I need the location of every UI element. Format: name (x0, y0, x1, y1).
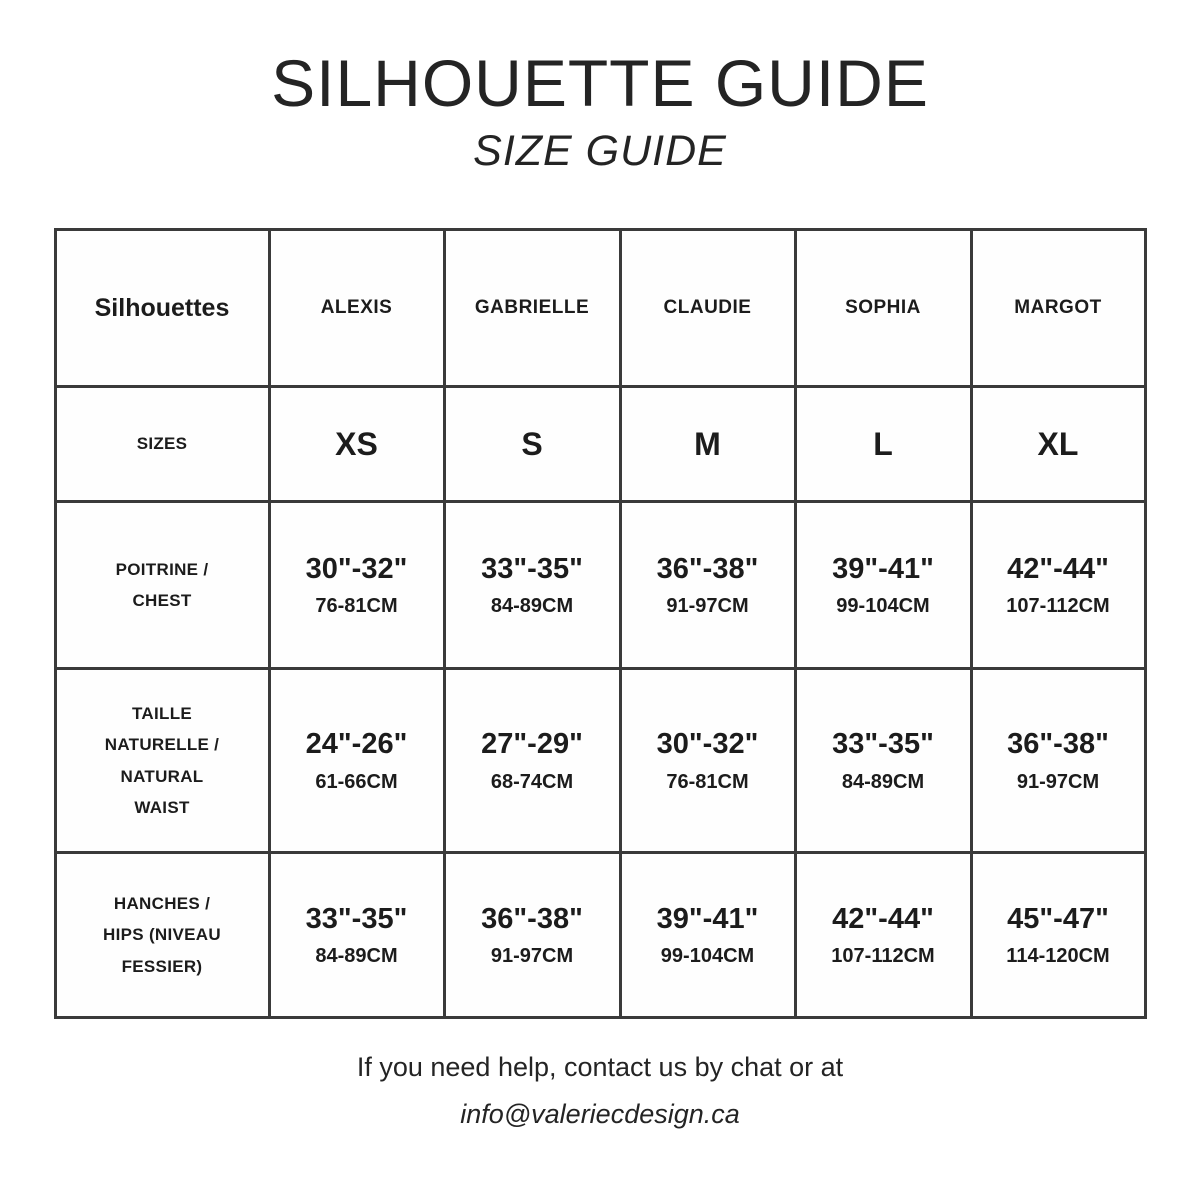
size-value-xs: XS (269, 387, 444, 502)
inches-value: 42"-44" (832, 902, 934, 935)
cm-value: 91-97CM (1016, 770, 1100, 793)
inches-value: 33"-35" (832, 728, 934, 761)
inches-value: 36"-38" (481, 902, 583, 935)
measurement-cell (620, 669, 795, 853)
inches-value: 30"-32" (305, 552, 408, 585)
measurement-cell (971, 853, 1145, 1018)
inches-value: 24"-26" (305, 728, 408, 761)
measurement-row-hips (55, 853, 1145, 1018)
measurement-cell (269, 853, 444, 1018)
cm-value: 76-81CM (666, 770, 749, 793)
measurement-row-waist (55, 669, 1145, 853)
row-label-text: SIZES (136, 434, 188, 454)
inches-value: 36"-38" (1007, 728, 1109, 761)
row-label-hips (55, 853, 269, 1018)
column-header-claudie: CLAUDIE (620, 230, 795, 387)
page-title: SILHOUETTE GUIDE (271, 46, 929, 120)
sizes-row (55, 387, 1145, 502)
column-header-sophia: SOPHIA (795, 230, 971, 387)
measurement-cell (269, 669, 444, 853)
measurement-row-chest (55, 502, 1145, 669)
page-header (0, 0, 1200, 173)
row-label-chest (55, 502, 269, 669)
inches-value: 30"-32" (656, 728, 759, 761)
cm-value: 107-112CM (1006, 595, 1110, 618)
page-footer (0, 1050, 1200, 1132)
cm-value: 84-89CM (490, 595, 574, 618)
cm-value: 91-97CM (666, 595, 749, 618)
size-value-m: M (620, 387, 795, 502)
inches-value: 42"-44" (1007, 552, 1109, 585)
page-subtitle: SIZE GUIDE (473, 127, 727, 175)
cm-value: 76-81CM (315, 595, 398, 618)
cm-value: 68-74CM (490, 770, 574, 793)
measurement-cell (795, 502, 971, 669)
cm-value: 99-104CM (660, 945, 755, 968)
size-value-l: L (795, 387, 971, 502)
table-header-row (55, 230, 1145, 387)
inches-value: 45"-47" (1007, 902, 1109, 935)
size-guide-table (54, 228, 1147, 1019)
measurement-cell (620, 502, 795, 669)
row-label-text: TAILLE NATURELLE / NATURAL WAIST (104, 703, 220, 817)
row-label-waist (55, 669, 269, 853)
cm-value: 61-66CM (315, 770, 398, 793)
size-value-xl: XL (971, 387, 1145, 502)
size-value-s: S (444, 387, 620, 502)
footer-help-text: If you need help, contact us by chat or at (356, 1052, 844, 1082)
inches-value: 27"-29" (481, 728, 583, 761)
measurement-cell (795, 853, 971, 1018)
measurement-cell (444, 502, 620, 669)
measurement-cell (795, 669, 971, 853)
footer-email: info@valeriecdesign.ca (460, 1099, 740, 1130)
inches-value: 33"-35" (481, 552, 583, 585)
inches-value: 36"-38" (656, 552, 759, 585)
row-label-text: HANCHES / HIPS (NIVEAU FESSIER) (103, 893, 221, 976)
measurement-cell (971, 502, 1145, 669)
column-header-gabrielle: GABRIELLE (444, 230, 620, 387)
measurement-cell (269, 502, 444, 669)
inches-value: 39"-41" (832, 552, 934, 585)
row-label-text: POITRINE / CHEST (115, 559, 209, 610)
cm-value: 91-97CM (490, 945, 574, 968)
measurement-cell (971, 669, 1145, 853)
cm-value: 114-120CM (1006, 945, 1110, 968)
cm-value: 107-112CM (831, 945, 935, 968)
inches-value: 33"-35" (305, 902, 408, 935)
measurement-cell (620, 853, 795, 1018)
row-label-sizes (55, 387, 269, 502)
cm-value: 84-89CM (315, 945, 398, 968)
cm-value: 99-104CM (836, 595, 930, 618)
column-header-silhouettes: Silhouettes (55, 230, 269, 387)
cm-value: 84-89CM (841, 770, 925, 793)
measurement-cell (444, 853, 620, 1018)
measurement-cell (444, 669, 620, 853)
column-header-alexis: ALEXIS (269, 230, 444, 387)
column-header-margot: MARGOT (971, 230, 1145, 387)
inches-value: 39"-41" (656, 902, 759, 935)
